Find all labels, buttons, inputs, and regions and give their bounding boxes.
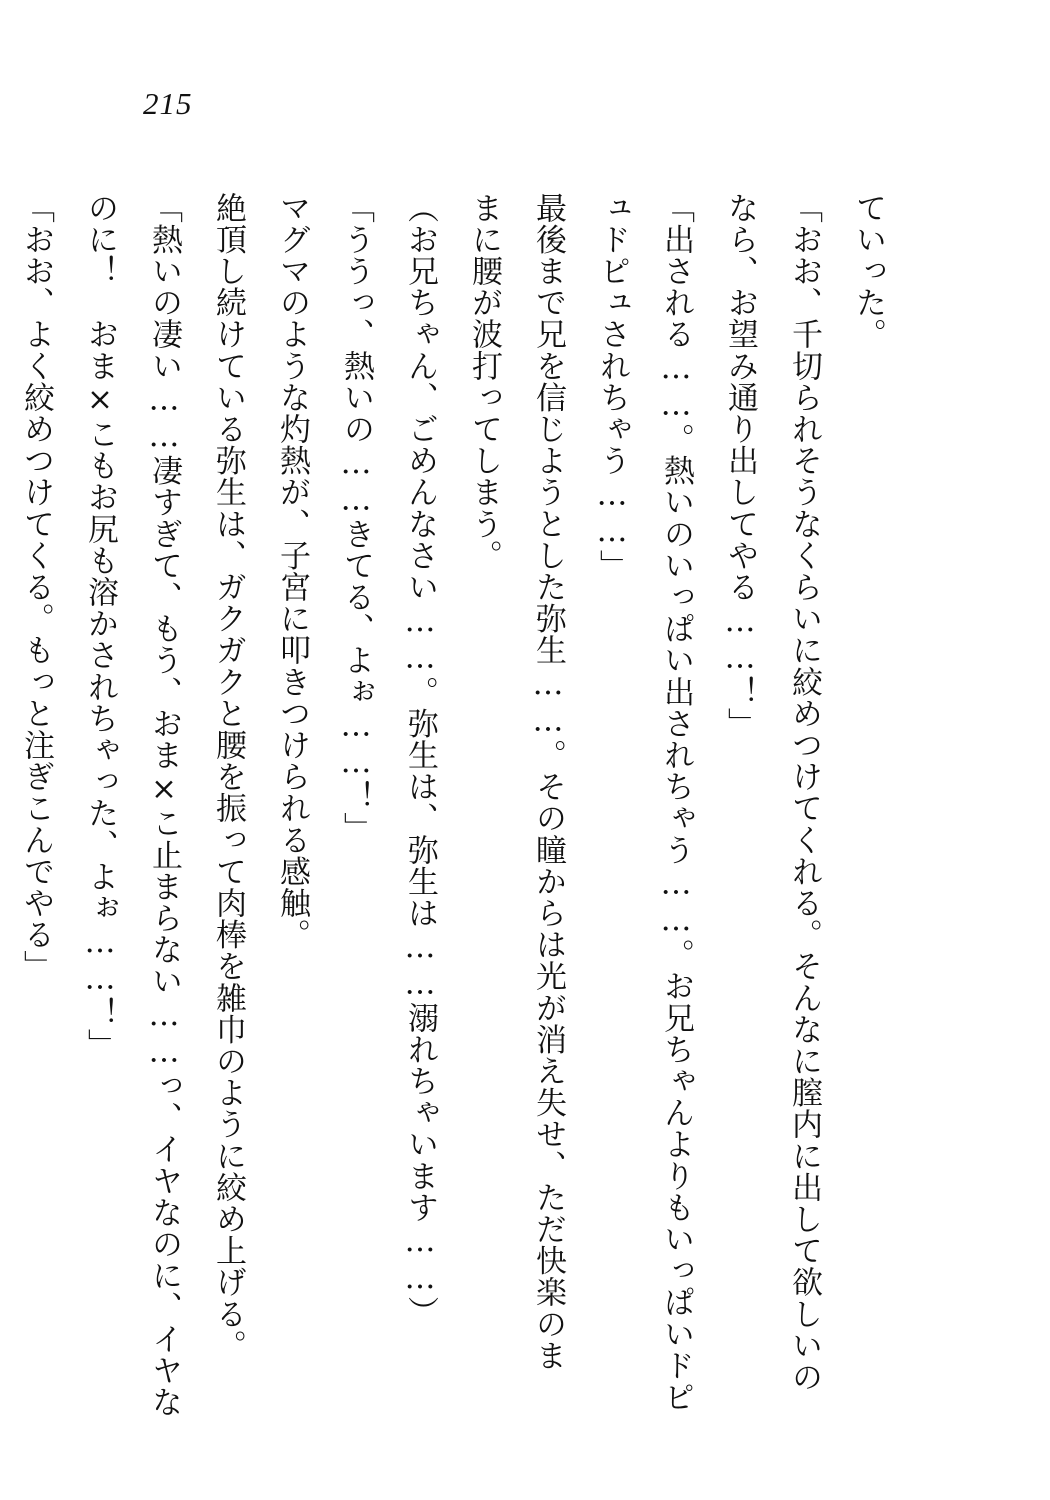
text-line: マグマのような灼熱が、子宮に叩きつけられる感触。 [274, 192, 310, 951]
text-line: 「おお、よく絞めつけてくる。もっと注ぎこんでやる」 [18, 192, 54, 982]
text-line: 「ううっ、熱いの……きてる、よぉ……！」 [338, 192, 374, 844]
text-line: ュドピュされちゃう……」 [594, 192, 630, 582]
text-line: なら、お望み通り出してやる……！」 [722, 192, 758, 740]
page-number: 215 [143, 86, 193, 121]
text-line: ていった。 [850, 192, 886, 350]
text-line: 「出される……。熱いのいっぱい出されちゃう……。お兄ちゃんよりもいっぱいドピ [658, 192, 694, 1413]
text-line: 絶頂し続けている弥生は、ガクガクと腰を振って肉棒を雑巾のように絞め上げる。 [210, 192, 246, 1362]
text-line: 「おお、千切られそうなくらいに絞めつけてくれる。そんなに膣内に出して欲しいの [786, 192, 822, 1393]
text-line: 最後まで兄を信じようとした弥生……。その瞳からは光が消え失せ、ただ快楽のま [530, 192, 566, 1372]
text-line: （お兄ちゃん、ごめんなさい……。弥生は、弥生は……溺れちゃいます……） [402, 192, 438, 1328]
text-line: 「熱いの凄い……凄すぎて、もう、おま×こ止まらない……っ、イヤなのに、イヤな [146, 192, 182, 1418]
text-line: のに！ おま×こもお尻も溶かされちゃった、よぉ……！」 [82, 192, 118, 1061]
vertical-text-body [0, 192, 896, 1418]
text-line: まに腰が波打ってしまう。 [466, 192, 502, 572]
